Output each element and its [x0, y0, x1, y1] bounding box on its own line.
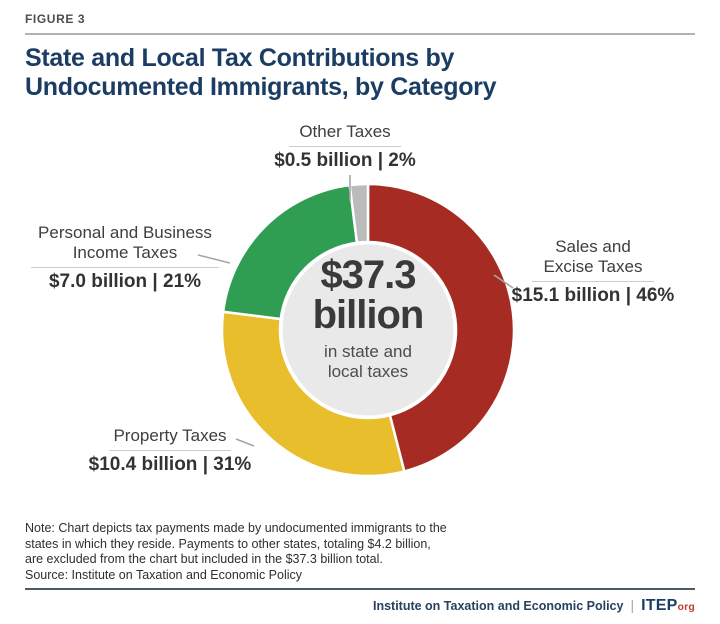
label-personal-and-business-income-taxes	[20, 223, 230, 293]
label-other-taxes	[258, 122, 432, 172]
itep-logo-main: ITEP	[641, 597, 678, 614]
segment-name	[258, 122, 432, 142]
label-divider	[532, 281, 654, 282]
itep-logo	[641, 597, 695, 614]
segment-value: $15.1 billion | 46%	[511, 285, 675, 307]
segment-name	[70, 426, 270, 446]
label-sales-and-excise-taxes	[493, 237, 693, 307]
page-title	[25, 44, 695, 103]
title-line-1: State and Local Tax Contributions by	[25, 44, 455, 72]
segment-value: $7.0 billion | 21%	[48, 271, 202, 293]
label-property-taxes	[70, 426, 270, 476]
figure-header	[25, 0, 695, 103]
label-divider	[109, 450, 231, 451]
segment-name	[20, 223, 230, 263]
note-text	[25, 521, 447, 583]
note-line: states in which they reside. Payments to other states, totaling $4.2 billion,	[25, 536, 431, 551]
donut-chart	[0, 115, 720, 520]
label-divider	[31, 267, 219, 268]
segment-value: $10.4 billion | 31%	[88, 454, 252, 476]
source-line: Source: Institute on Taxation and Economic Policy	[25, 567, 303, 582]
figure-label: FIGURE 3	[25, 12, 86, 26]
donut-center-text	[263, 255, 473, 381]
segment-name-text: Property Taxes	[113, 426, 227, 445]
segment-name	[493, 237, 693, 277]
label-divider	[289, 146, 401, 147]
note-line: Note: Chart depicts tax payments made by undocumented immigrants to the	[25, 521, 447, 535]
note-line: are excluded from the chart but included in the $37.3 billion total.	[25, 552, 383, 566]
header-divider	[25, 33, 695, 35]
title-line-2: Undocumented Immigrants, by Category	[25, 73, 497, 102]
center-total-unit: billion	[312, 293, 424, 337]
footer-org-name: Institute on Taxation and Economic Policy	[372, 599, 624, 613]
segment-value: $0.5 billion | 2%	[274, 150, 416, 172]
center-caption: in state and local taxes	[324, 342, 412, 381]
segment-name-text: Sales and Excise Taxes	[543, 237, 643, 277]
footer-separator: |	[630, 597, 635, 613]
segment-name-text: Other Taxes	[299, 122, 391, 141]
footer-bar	[25, 588, 695, 615]
segment-name-text: Personal and Business Income Taxes	[38, 223, 212, 263]
center-total-value: $37.3	[320, 253, 416, 297]
itep-logo-suffix: org	[677, 601, 695, 613]
